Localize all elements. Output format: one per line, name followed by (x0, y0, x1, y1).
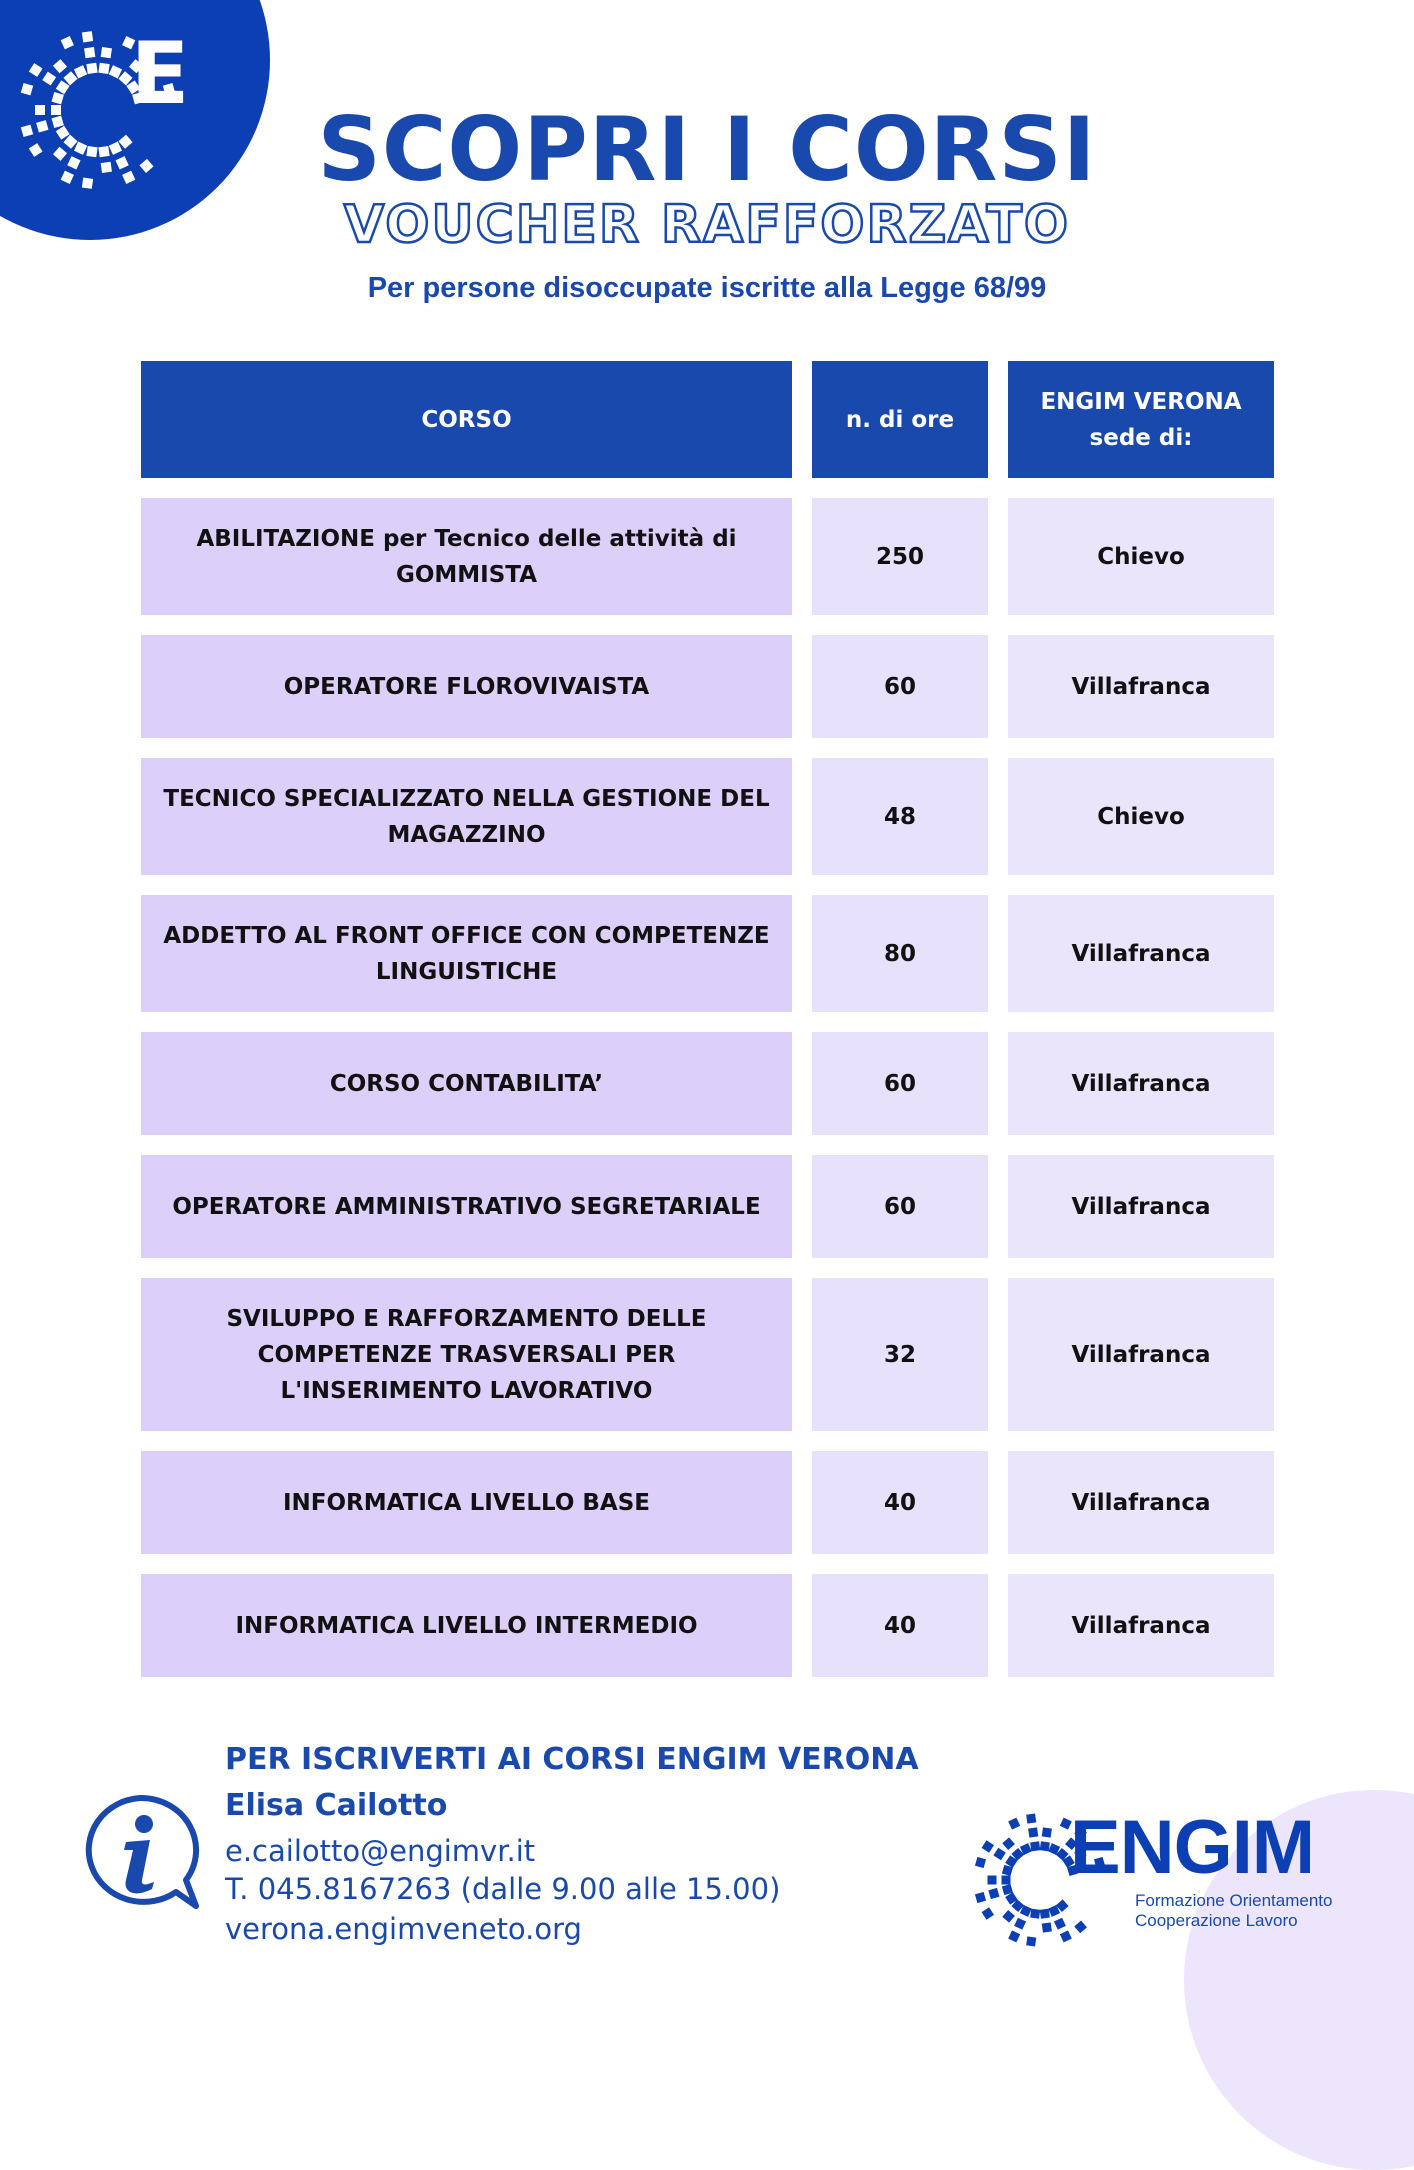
hours-cell: 80 (812, 895, 988, 1012)
course-cell: INFORMATICA LIVELLO INTERMEDIO (141, 1574, 792, 1677)
brand-name: ENGIM (1070, 1805, 1315, 1890)
contact-name: Elisa Cailotto (225, 1788, 448, 1823)
hours-cell: 60 (812, 635, 988, 738)
table-header-row (141, 361, 1274, 478)
contact-title: PER ISCRIVERTI AI CORSI ENGIM VERONA (225, 1742, 919, 1777)
site-cell: Chievo (1008, 498, 1274, 615)
course-cell: SVILUPPO E RAFFORZAMENTO DELLE COMPETENZE TRASVERSALI PER L'INSERIMENTO LAVORATIVO (141, 1278, 792, 1431)
site-cell: Villafranca (1008, 1574, 1274, 1677)
course-cell: ADDETTO AL FRONT OFFICE CON COMPETENZE LINGUISTICHE (141, 895, 792, 1012)
site-cell: Villafranca (1008, 1155, 1274, 1258)
table-body (141, 498, 1274, 1677)
site-cell: Chievo (1008, 758, 1274, 875)
column-header-hours: n. di ore (812, 361, 988, 478)
table-row (141, 635, 1274, 738)
course-cell: OPERATORE AMMINISTRATIVO SEGRETARIALE (141, 1155, 792, 1258)
badge-letter: E (130, 24, 190, 124)
table-row (141, 1032, 1274, 1135)
site-cell: Villafranca (1008, 1278, 1274, 1431)
brand-tagline-2: Cooperazione Lavoro (1135, 1911, 1298, 1930)
site-cell: Villafranca (1008, 1451, 1274, 1554)
courses-table (141, 361, 1274, 1697)
site-cell: Villafranca (1008, 895, 1274, 1012)
course-cell: TECNICO SPECIALIZZATO NELLA GESTIONE DEL MAGAZZINO (141, 758, 792, 875)
hours-cell: 250 (812, 498, 988, 615)
course-cell: ABILITAZIONE per Tecnico delle attività di GOMMISTA (141, 498, 792, 615)
contact-email[interactable]: e.cailotto@engimvr.it (225, 1834, 536, 1868)
course-cell: OPERATORE FLOROVIVAISTA (141, 635, 792, 738)
course-cell: CORSO CONTABILITA’ (141, 1032, 792, 1135)
page-tagline: Per persone disoccupate iscritte alla Legge 68/99 (367, 272, 1047, 304)
page-subtitle: VOUCHER RAFFORZATO (343, 195, 1071, 255)
site-cell: Villafranca (1008, 635, 1274, 738)
table-row (141, 895, 1274, 1012)
hours-cell: 60 (812, 1155, 988, 1258)
page-title: SCOPRI I CORSI (317, 98, 1097, 201)
table-row (141, 1451, 1274, 1554)
table-row (141, 1278, 1274, 1431)
table-row (141, 1574, 1274, 1677)
table-row (141, 1155, 1274, 1258)
column-header-site: ENGIM VERONA sede di: (1008, 361, 1274, 478)
site-cell: Villafranca (1008, 1032, 1274, 1135)
hours-cell: 32 (812, 1278, 988, 1431)
table-row (141, 758, 1274, 875)
hours-cell: 40 (812, 1451, 988, 1554)
hours-cell: 60 (812, 1032, 988, 1135)
hours-cell: 40 (812, 1574, 988, 1677)
contact-phone[interactable]: T. 045.8167263 (dalle 9.00 alle 15.00) (225, 1872, 781, 1906)
column-header-course: CORSO (141, 361, 792, 478)
brand-tagline-1: Formazione Orientamento (1135, 1891, 1333, 1910)
course-cell: INFORMATICA LIVELLO BASE (141, 1451, 792, 1554)
contact-website[interactable]: verona.engimveneto.org (225, 1912, 582, 1946)
info-chat-icon (78, 1792, 203, 1912)
hours-cell: 48 (812, 758, 988, 875)
table-row (141, 498, 1274, 615)
